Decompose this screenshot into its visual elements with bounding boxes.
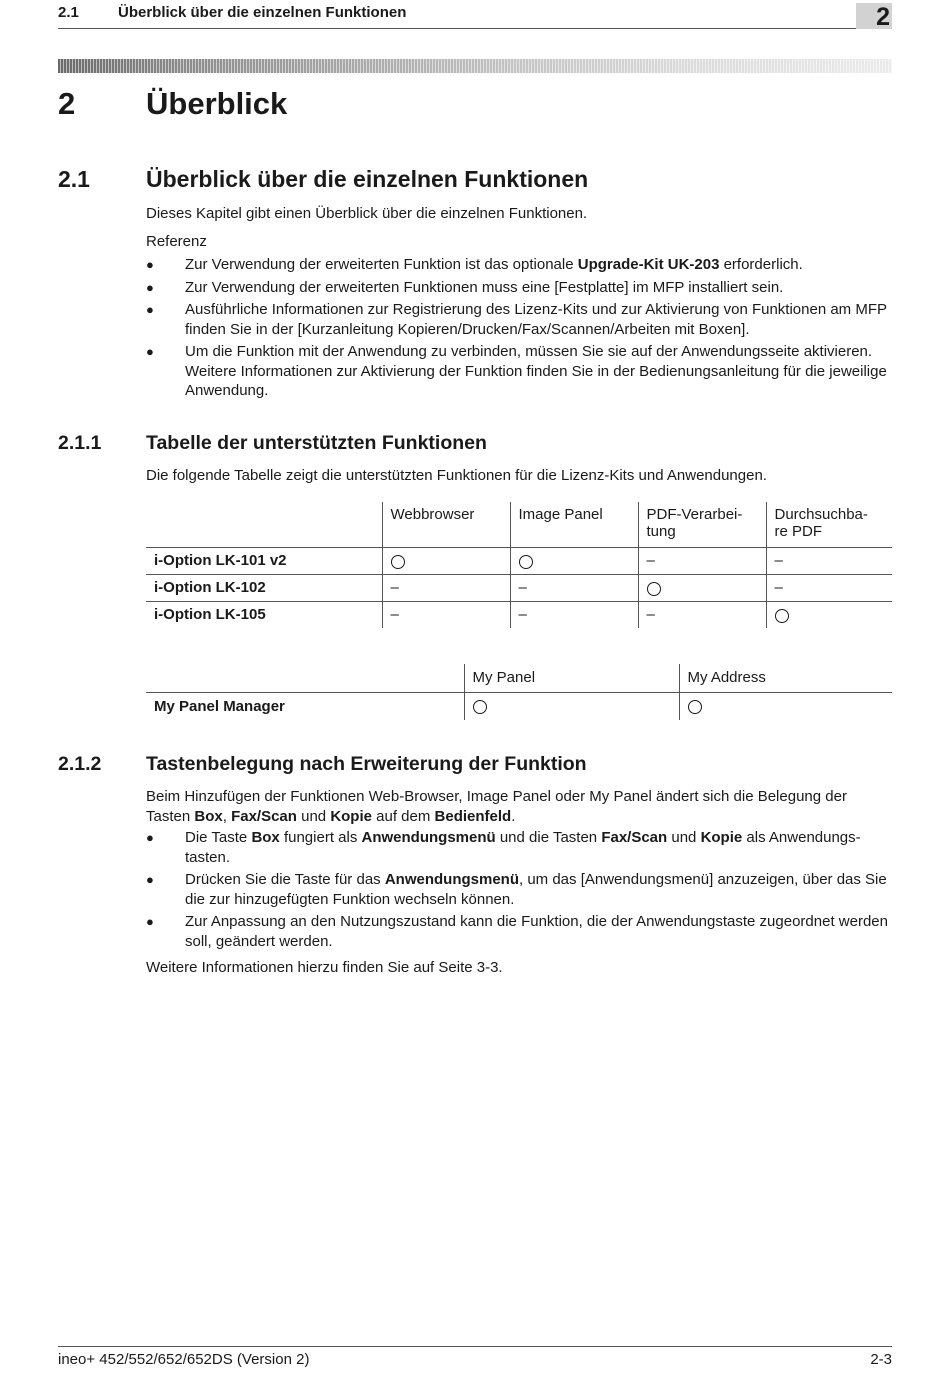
reference-label: Referenz xyxy=(146,233,207,250)
bullet-icon: ● xyxy=(146,914,154,929)
row-label: My Panel Manager xyxy=(154,697,285,715)
table-cell xyxy=(464,692,679,720)
section-intro: Dieses Kapitel gibt einen Überblick über die einzelnen Funktionen. xyxy=(146,205,588,222)
supported-circle-icon xyxy=(775,609,789,623)
page-number: 2-3 xyxy=(870,1351,892,1368)
supported-functions-table xyxy=(146,502,892,628)
table-row xyxy=(146,547,892,574)
column-header: PDF-Verarbei- tung xyxy=(638,502,766,547)
table-cell: – xyxy=(382,601,510,628)
supported-circle-icon xyxy=(647,582,661,596)
supported-circle-icon xyxy=(519,555,533,569)
table-row xyxy=(146,601,892,628)
table-cell: – xyxy=(766,574,892,601)
subsection-title: Tabelle der unterstützten Funktionen xyxy=(146,432,487,454)
table-cell xyxy=(766,601,892,628)
supported-circle-icon xyxy=(473,700,487,714)
running-header-title: Überblick über die einzelnen Funktionen xyxy=(118,4,407,21)
list-item: ● Zur Verwendung der erweiterten Funktionen muss eine [Festplatte] im MFP installiert sein. xyxy=(146,278,784,296)
running-header-number: 2.1 xyxy=(58,4,79,21)
column-header: My Panel xyxy=(464,664,679,692)
subsection-number: 2.1.1 xyxy=(58,432,102,454)
bullet-icon: ● xyxy=(146,279,154,295)
list-item: ● Die Taste Box fungiert als Anwendungsmenü und die Tasten Fax/Scan und Kopie als Anwendungs-tasten. xyxy=(146,829,861,866)
row-label: i-Option LK-101 v2 xyxy=(154,551,287,569)
table-cell xyxy=(638,574,766,601)
row-label: i-Option LK-105 xyxy=(154,605,266,623)
table-corner-cell xyxy=(146,664,464,692)
subsection-number: 2.1.2 xyxy=(58,753,102,775)
chapter-tab: 2 xyxy=(856,3,892,29)
bullet-icon: ● xyxy=(146,830,154,845)
footer-rule xyxy=(58,1346,892,1347)
section-title: Überblick über die einzelnen Funktionen xyxy=(146,166,589,192)
column-header: My Address xyxy=(679,664,892,692)
table-cell: – xyxy=(638,601,766,628)
list-item: ● Ausführliche Informationen zur Registrierung des Lizenz-Kits und zur Aktivierung von Funktionen am MFP finden Sie in der [Kurzanleitung Kopieren/Drucken/Fax/Scannen/Arbeiten mit Boxen]. xyxy=(146,301,887,338)
see-also-text: Weitere Informationen hierzu finden Sie auf Seite 3-3. xyxy=(146,959,503,976)
column-header: Durchsuchba- re PDF xyxy=(766,502,892,547)
column-header: Webbrowser xyxy=(382,502,510,547)
section-number: 2.1 xyxy=(58,166,90,192)
table-cell xyxy=(510,547,638,574)
list-item: ● Zur Verwendung der erweiterten Funktion ist das optionale Upgrade-Kit UK-203 erforderlich. xyxy=(146,256,803,273)
chapter-number: 2 xyxy=(58,86,76,121)
supported-circle-icon xyxy=(391,555,405,569)
list-item: ● Um die Funktion mit der Anwendung zu verbinden, müssen Sie sie auf der Anwendungsseite aktivieren. Weitere Informationen zur Aktivierung der Funktion finden Sie in der Bedienungsanleitung für die jeweilige Anwendung. xyxy=(146,343,887,399)
chapter-title: Überblick xyxy=(146,86,288,121)
subsection-intro: Beim Hinzufügen der Funktionen Web-Browser, Image Panel oder My Panel ändert sich die Belegung der Tasten Box, Fax/Scan und Kopie auf dem Bedienfeld. xyxy=(146,788,847,825)
row-label: i-Option LK-102 xyxy=(154,578,266,596)
bullet-icon: ● xyxy=(146,872,154,887)
table-corner-cell xyxy=(146,502,382,547)
supported-circle-icon xyxy=(688,700,702,714)
table-cell: – xyxy=(766,547,892,574)
table-cell xyxy=(382,547,510,574)
table-cell: – xyxy=(510,574,638,601)
my-panel-manager-table xyxy=(146,664,892,720)
decorative-gradient-bar xyxy=(58,59,892,73)
table-row xyxy=(146,574,892,601)
reference-list xyxy=(146,255,894,404)
column-header: Image Panel xyxy=(510,502,638,547)
table-row xyxy=(146,692,892,720)
list-item: ● Drücken Sie die Taste für das Anwendungsmenü, um das [Anwendungsmenü] anzuzeigen, über das Sie die zur hinzugefügten Funktion wechseln können. xyxy=(146,871,887,908)
list-item: ● Zur Anpassung an den Nutzungszustand kann die Funktion, die der Anwendungstaste zugeordnet werden soll, geändert werden. xyxy=(146,913,888,950)
footer-model: ineo+ 452/552/652/652DS (Version 2) xyxy=(58,1351,310,1368)
bullet-icon: ● xyxy=(146,302,154,317)
table-cell: – xyxy=(638,547,766,574)
bullet-icon: ● xyxy=(146,257,154,272)
table-cell: – xyxy=(382,574,510,601)
bullet-icon: ● xyxy=(146,344,154,359)
header-rule xyxy=(58,28,856,29)
key-assignment-list xyxy=(146,828,894,954)
table-cell: – xyxy=(510,601,638,628)
table-cell xyxy=(679,692,892,720)
subsection-intro: Die folgende Tabelle zeigt die unterstützten Funktionen für die Lizenz-Kits und Anwendungen. xyxy=(146,467,767,484)
subsection-title: Tastenbelegung nach Erweiterung der Funktion xyxy=(146,753,587,775)
